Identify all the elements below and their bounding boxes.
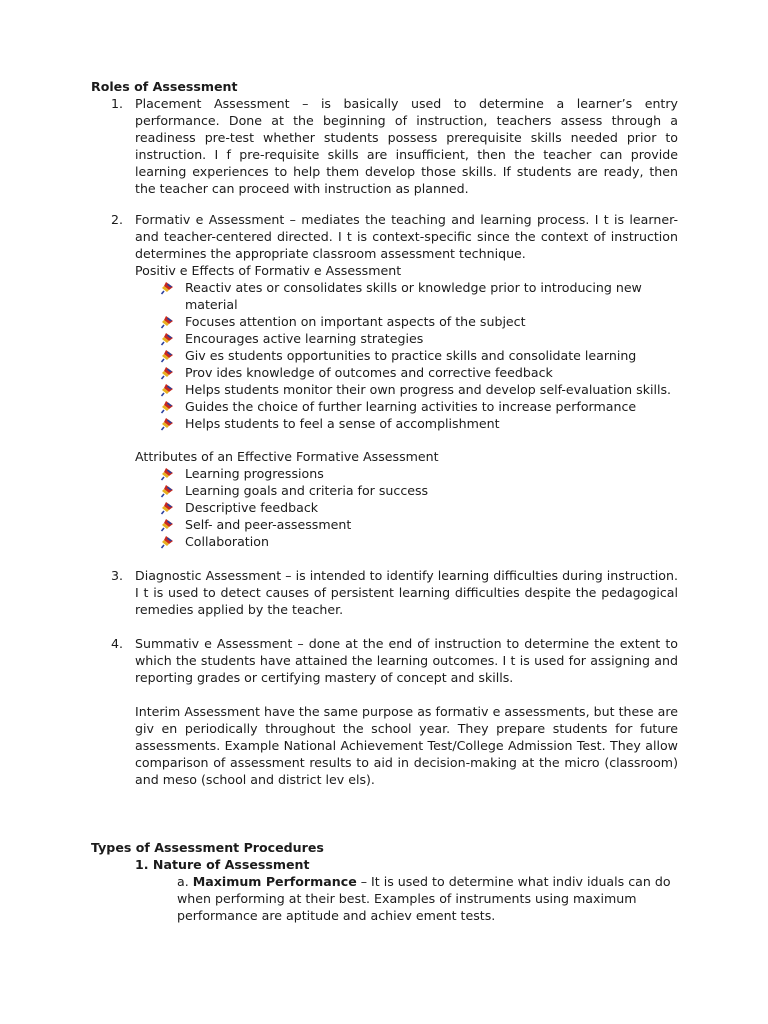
list-item: Encourages active learning strategies [160,330,685,347]
pushpin-icon [160,400,174,414]
item-number-3: 3. [111,568,124,583]
summative-assessment-text: Summativ e Assessment – done at the end of instruction to determine the extent to which the students have attained the learning outcomes. I t is used for assigning and reporting grades or certifying mastery of concept and skills. [135,636,678,685]
section-heading-roles: Roles of Assessment [91,79,238,94]
list-item: Prov ides knowledge of outcomes and corrective feedback [160,364,685,381]
pushpin-icon [160,315,174,329]
list-item: Guides the choice of further learning activities to increase performance [160,398,685,415]
item-number-1: 1. [111,96,124,111]
pushpin-icon [160,383,174,397]
maximum-performance-text: a. Maximum Performance – It is used to determine what indiv iduals can do when performing at their best. Examples of instruments using maximum performance are aptitude and achiev ement tests. [177,874,671,923]
list-item: Reactiv ates or consolidates skills or knowledge prior to introducing new material [160,279,685,313]
list-item: Helps students monitor their own progress and develop self-evaluation skills. [160,381,685,398]
pushpin-icon [160,332,174,346]
pushpin-icon [160,535,174,549]
list-item: Helps students to feel a sense of accomplishment [160,415,685,432]
section-heading-types: Types of Assessment Procedures [91,840,324,855]
attributes-title: Attributes of an Effective Formative Assessment [135,449,439,464]
diagnostic-assessment-text: Diagnostic Assessment – is intended to identify learning difficulties during instruction. I t is used to detect causes of persistent learning difficulties despite the pedagogical remedies applied by the teacher. [135,568,678,617]
list-item: Collaboration [160,533,685,550]
list-item: Giv es students opportunities to practice skills and consolidate learning [160,347,685,364]
pushpin-icon [160,501,174,515]
pushpin-icon [160,484,174,498]
list-item: Learning progressions [160,465,685,482]
maximum-performance-term: Maximum Performance [192,874,357,889]
pushpin-icon [160,417,174,431]
attributes-list [160,465,685,550]
formative-assessment-text: Formativ e Assessment – mediates the teaching and learning process. I t is learner-and teacher-centered directed. I t is context-specific since the context of instruction determines the appropriate classroom assessment technique. [135,212,678,261]
pushpin-icon [160,366,174,380]
item-number-2: 2. [111,212,124,227]
list-item: Learning goals and criteria for success [160,482,685,499]
list-item: Self- and peer-assessment [160,516,685,533]
positive-effects-list [160,279,685,432]
subheading-nature: 1. Nature of Assessment [135,857,310,872]
pushpin-icon [160,518,174,532]
pushpin-icon [160,467,174,481]
placement-assessment-text: Placement Assessment – is basically used to determine a learner’s entry performance. Done at the beginning of instruction, teachers assess through a readiness pre-test whether students possess prerequisite skills needed prior to instruction. I f pre-requisite skills are insufficient, then the teacher can provide learning experiences to help them develop those skills. If students are ready, then the teacher can proceed with instruction as planned. [135,96,678,196]
pushpin-icon [160,281,174,295]
interim-assessment-text: Interim Assessment have the same purpose as formativ e assessments, but these are giv en periodically throughout the school year. They prepare students for future assessments. Example National Achievement Test/College Admission Test. They allow comparison of assessment results to aid in decision-making at the micro (classroom) and meso (school and district lev els). [135,704,678,787]
list-item: Focuses attention on important aspects of the subject [160,313,685,330]
list-item: Descriptive feedback [160,499,685,516]
positive-effects-title: Positiv e Effects of Formativ e Assessment [135,263,402,278]
pushpin-icon [160,349,174,363]
item-number-4: 4. [111,636,124,651]
